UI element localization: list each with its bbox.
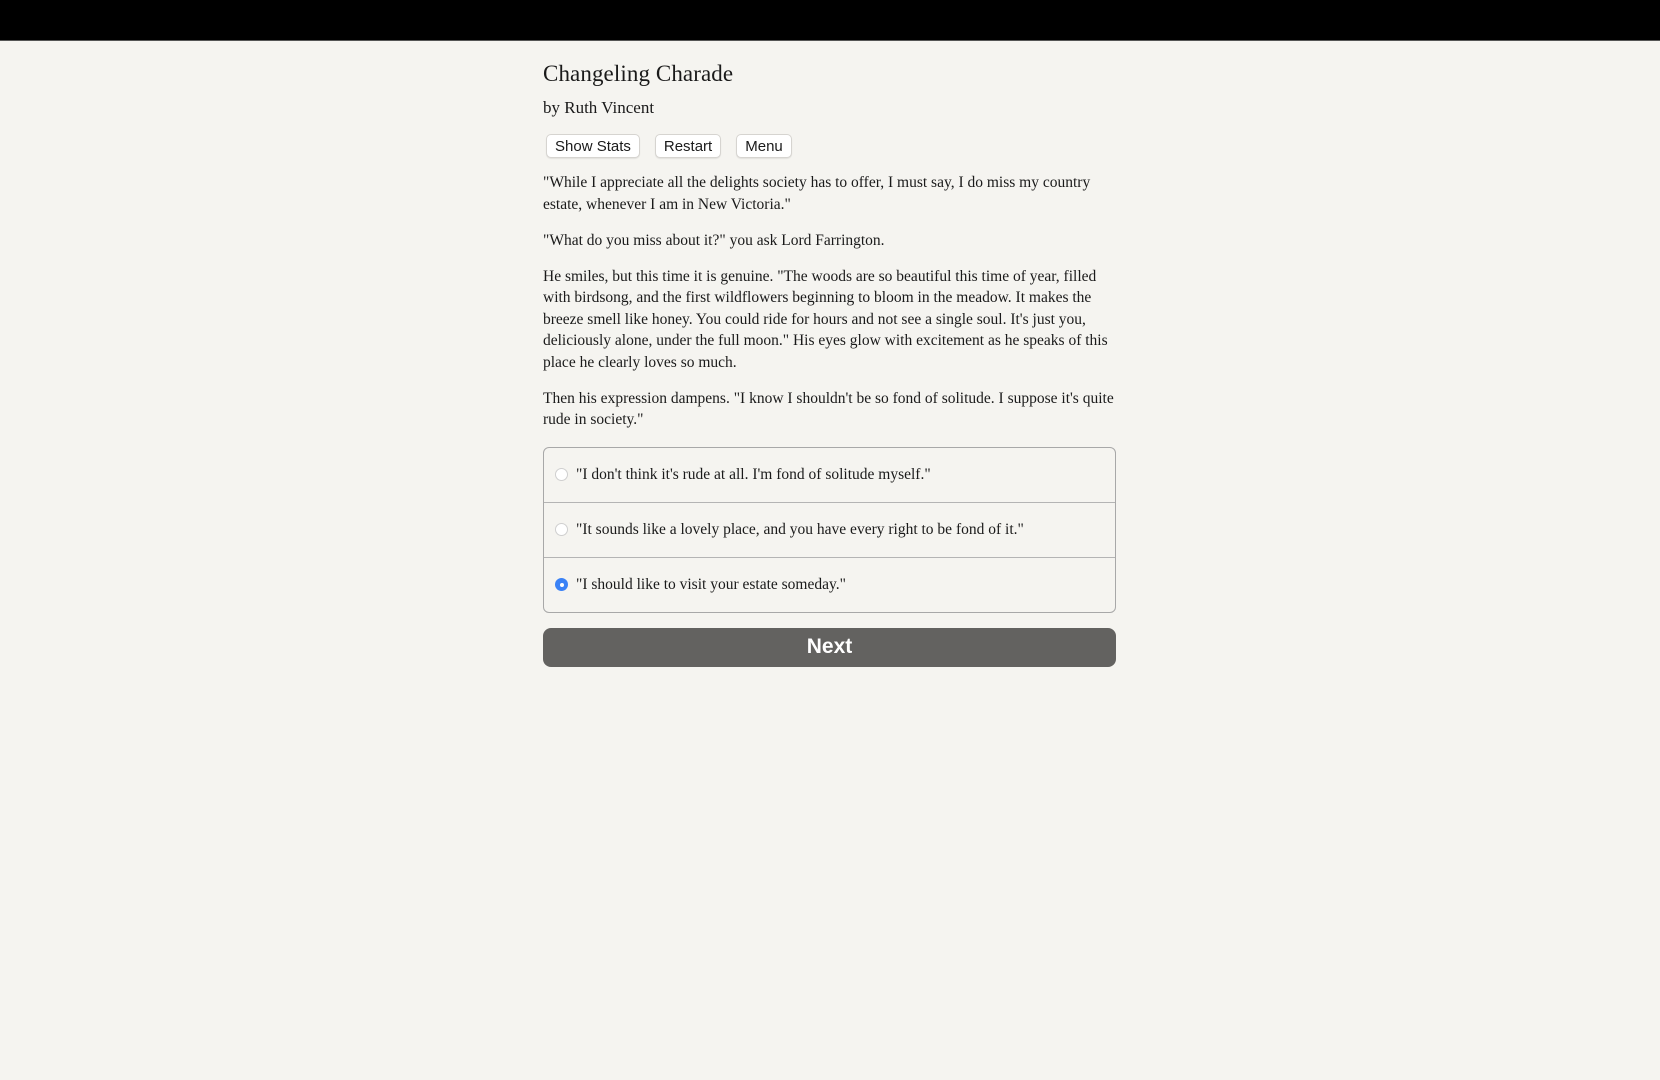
menu-button[interactable]: Menu	[736, 134, 792, 158]
game-container	[543, 40, 1116, 667]
story-paragraph: "While I appreciate all the delights society has to offer, I must say, I do miss my country estate, whenever I am in New Victoria."	[543, 174, 1091, 213]
story-paragraph: "What do you miss about it?" you ask Lord Farrington.	[543, 231, 885, 249]
choice-option-3[interactable]	[544, 558, 1115, 612]
choice-list	[543, 447, 1116, 613]
choice-option-2[interactable]	[544, 503, 1115, 558]
game-author: by Ruth Vincent	[543, 98, 655, 117]
choice-label: "It sounds like a lovely place, and you have every right to be fond of it."	[576, 520, 1024, 538]
story-paragraph: He smiles, but this time it is genuine. "The woods are so beautiful this time of year, filled with birdsong, and the first wildflowers beginning to bloom in the meadow. It makes the breeze smell like honey. You could ride for hours and not see a single soul. It's just you, deliciously alone, under the full moon." His eyes glow with excitement as he speaks of this place he clearly loves so much.	[543, 267, 1108, 371]
radio-unchecked-icon[interactable]	[555, 468, 568, 481]
radio-unchecked-icon[interactable]	[555, 523, 568, 536]
show-stats-button[interactable]: Show Stats	[546, 134, 640, 158]
radio-checked-icon[interactable]	[555, 578, 568, 591]
choice-option-1[interactable]	[544, 448, 1115, 503]
game-title: Changeling Charade	[543, 61, 734, 86]
toolbar	[543, 134, 1116, 158]
story-paragraph: Then his expression dampens. "I know I shouldn't be so fond of solitude. I suppose it's quite rude in society."	[543, 389, 1114, 428]
top-bar	[0, 0, 1660, 41]
restart-button[interactable]: Restart	[655, 134, 721, 158]
choice-label: "I don't think it's rude at all. I'm fond of solitude myself."	[576, 465, 931, 483]
next-button[interactable]: Next	[543, 628, 1116, 667]
choice-label: "I should like to visit your estate someday."	[576, 575, 846, 593]
story-text	[543, 172, 1116, 431]
